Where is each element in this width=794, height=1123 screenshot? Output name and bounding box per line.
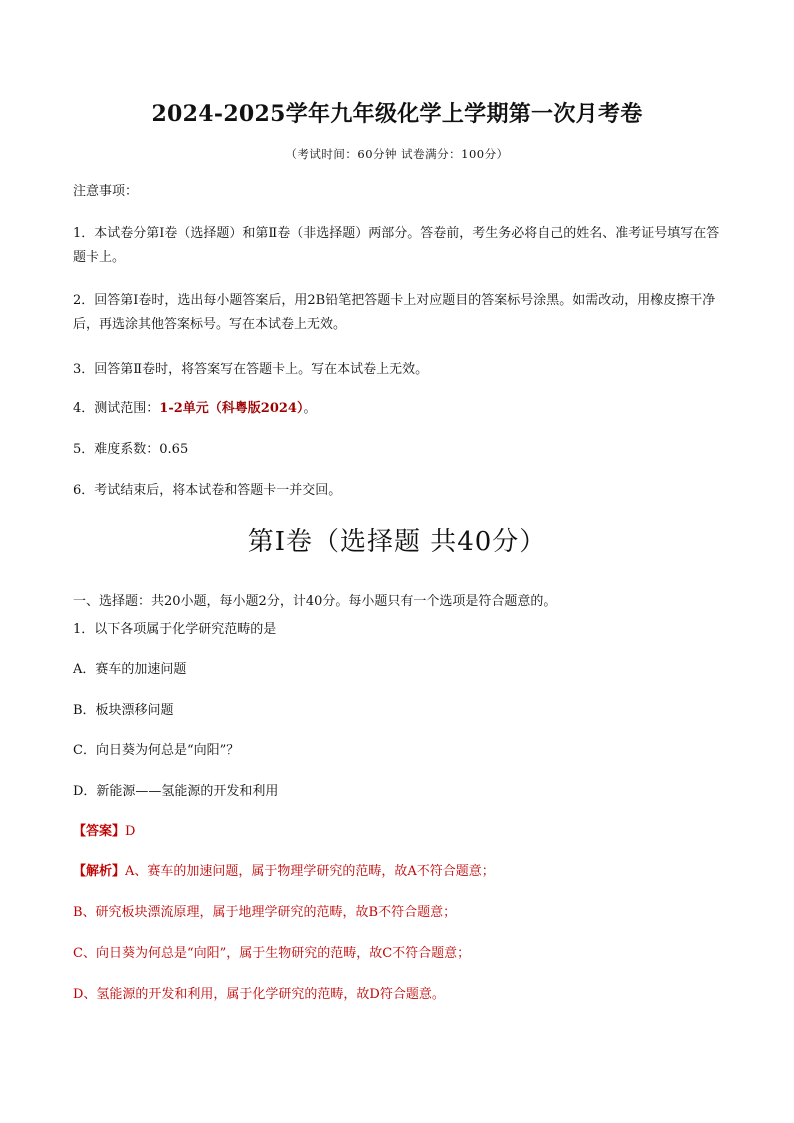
answer-label: 【答案】 bbox=[73, 824, 126, 839]
note-item-2: 2．回答第Ⅰ卷时，选出每小题答案后，用2B铅笔把答题卡上对应题目的答案标号涂黑。如需改动，用橡皮擦干净后，再选涂其他答案标号。写在本试卷上无效。 bbox=[73, 293, 716, 332]
explanation-line-4: D、氢能源的开发和利用，属于化学研究的范畴，故D符合题意。 bbox=[73, 987, 445, 1002]
note-item-1: 1．本试卷分第Ⅰ卷（选择题）和第Ⅱ卷（非选择题）两部分。答卷前，考生务必将自己的姓名、准考证号填写在答题卡上。 bbox=[73, 226, 720, 265]
option-d: D．新能源——氢能源的开发和利用 bbox=[73, 784, 279, 799]
note-item-5: 5．难度系数：0.65 bbox=[73, 442, 189, 457]
page-title: 2024-2025学年九年级化学上学期第一次月考卷 bbox=[151, 101, 643, 127]
explanation-line-1 bbox=[73, 860, 724, 884]
option-c: C．向日葵为何总是“向阳”？ bbox=[73, 743, 240, 758]
notes-heading: 注意事项： bbox=[73, 184, 139, 199]
exam-info: （考试时间：60分钟 试卷满分：100分） bbox=[285, 147, 509, 161]
section-title: 第Ⅰ卷（选择题 共40分） bbox=[247, 527, 547, 557]
option-b: B．板块漂移问题 bbox=[73, 703, 174, 718]
explanation-line-2: B、研究板块漂流原理，属于地理学研究的范畴，故B不符合题意； bbox=[73, 905, 457, 920]
question-section-intro: 一、选择题：共20小题，每小题2分，计40分。每小题只有一个选项是符合题意的。 bbox=[73, 594, 557, 609]
note-item-4-suffix: 。 bbox=[303, 401, 317, 416]
answer-value: D bbox=[125, 824, 136, 839]
note-item-6: 6．考试结束后，将本试卷和答题卡一并交回。 bbox=[73, 483, 342, 498]
note-item-4-prefix: 4．测试范围： bbox=[73, 401, 160, 416]
explanation-line-3: C、向日葵为何总是“向阳”，属于生物研究的范畴，故C不符合题意； bbox=[73, 946, 471, 961]
explanation-label: 【解析】 bbox=[73, 864, 126, 879]
note-item-4 bbox=[73, 397, 724, 421]
option-a: A．赛车的加速问题 bbox=[73, 662, 187, 677]
note-item-3: 3．回答第Ⅱ卷时，将答案写在答题卡上。写在本试卷上无效。 bbox=[73, 362, 429, 377]
answer-line bbox=[73, 820, 724, 844]
test-scope: 1-2单元（科粤版2024） bbox=[159, 401, 304, 416]
explanation-text-1: A、赛车的加速问题，属于物理学研究的范畴，故A不符合题意； bbox=[125, 864, 495, 879]
question-stem: 1．以下各项属于化学研究范畴的是 bbox=[73, 622, 277, 637]
